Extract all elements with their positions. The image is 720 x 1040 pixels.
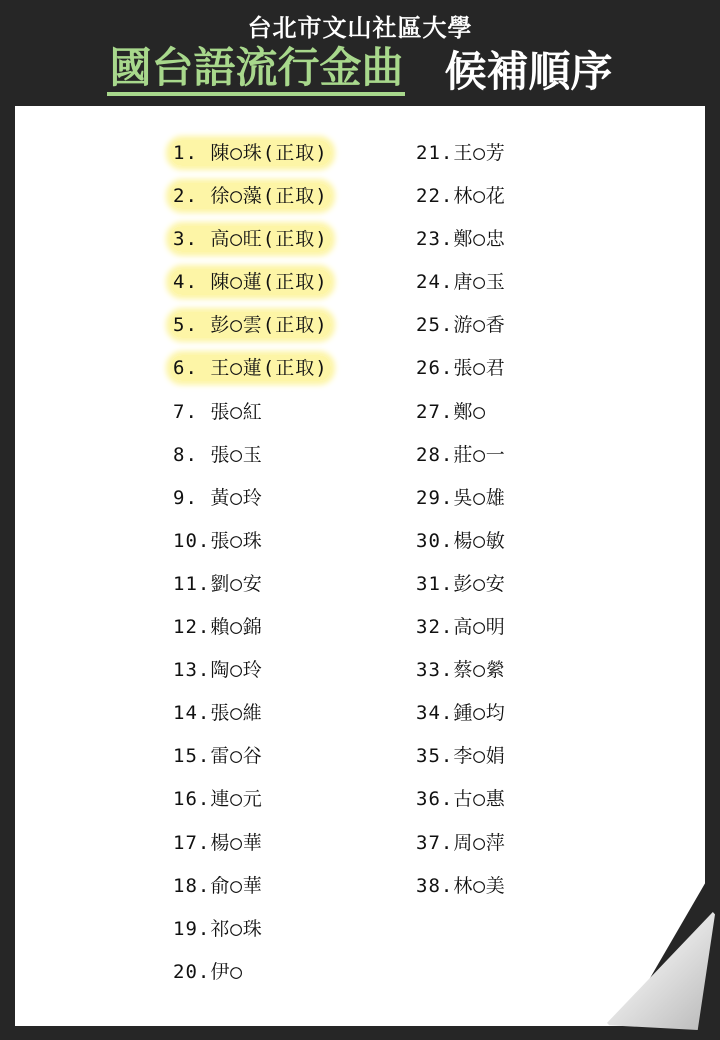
list-item <box>413 132 653 175</box>
list-item <box>413 175 653 218</box>
list-item <box>413 347 653 390</box>
list-item <box>413 692 653 735</box>
list-item-text: 7. 張◯紅 <box>173 400 263 423</box>
list-item <box>170 347 410 390</box>
course-title: 國台語流行金曲 <box>107 44 405 96</box>
page-subtitle: 候補順序 <box>444 47 613 96</box>
list-item-text: 38.林◯美 <box>416 874 506 897</box>
list-item-text: 4. 陳◯蓮(正取) <box>170 269 331 295</box>
list-item-text: 25.游◯香 <box>416 314 506 337</box>
list-item <box>170 778 410 821</box>
list-item-text: 30.楊◯敏 <box>416 529 506 552</box>
list-item-text: 24.唐◯玉 <box>416 271 506 294</box>
list-item <box>413 822 653 865</box>
list-item-text: 29.吳◯雄 <box>416 486 506 509</box>
list-item-text: 28.莊◯一 <box>416 443 506 466</box>
list-item-text: 6. 王◯蓮(正取) <box>170 355 331 381</box>
list-item <box>170 218 410 261</box>
list-item-text: 16.連◯元 <box>173 788 263 811</box>
list-item-text: 10.張◯珠 <box>173 529 263 552</box>
list-item-text: 26.張◯君 <box>416 357 506 380</box>
list-item-text: 14.張◯維 <box>173 702 263 725</box>
list-item-text: 23.鄭◯忠 <box>416 228 506 251</box>
list-item-text: 5. 彭◯雲(正取) <box>170 312 331 338</box>
list-item <box>413 391 653 434</box>
list-item-text: 11.劉◯安 <box>173 572 263 595</box>
list-item <box>170 822 410 865</box>
list-item-text: 32.高◯明 <box>416 616 506 639</box>
list-item <box>170 908 410 951</box>
list-item-text: 36.古◯惠 <box>416 788 506 811</box>
list-item-text: 12.賴◯錦 <box>173 616 263 639</box>
list-item-text: 18.俞◯華 <box>173 874 263 897</box>
list-item <box>170 304 410 347</box>
list-item-text: 34.鍾◯均 <box>416 702 506 725</box>
list-item <box>170 477 410 520</box>
list-item <box>170 735 410 778</box>
list-item <box>170 865 410 908</box>
list-item-text: 15.雷◯谷 <box>173 745 263 768</box>
list-item-text: 1. 陳◯珠(正取) <box>170 140 331 166</box>
list-item <box>413 778 653 821</box>
waitlist-column-left <box>170 132 410 994</box>
organization-name: 台北市文山社區大學 <box>247 14 473 42</box>
list-item-text: 27.鄭◯ <box>416 400 486 423</box>
list-item-text: 21.王◯芳 <box>416 142 506 164</box>
list-item <box>413 520 653 563</box>
list-item <box>413 735 653 778</box>
list-item <box>170 692 410 735</box>
list-item-text: 35.李◯娟 <box>416 745 506 768</box>
list-item-text: 3. 高◯旺(正取) <box>170 226 331 252</box>
list-item <box>413 218 653 261</box>
list-item-text: 13.陶◯玲 <box>173 659 263 682</box>
list-item <box>170 261 410 304</box>
list-item-text: 33.蔡◯縈 <box>416 659 506 682</box>
list-item <box>170 563 410 606</box>
list-item <box>170 434 410 477</box>
list-item <box>170 649 410 692</box>
list-item <box>413 563 653 606</box>
list-item <box>170 951 410 994</box>
list-item-text: 37.周◯萍 <box>416 831 506 854</box>
waitlist-column-right <box>413 132 653 908</box>
list-item <box>170 391 410 434</box>
list-item <box>413 865 653 908</box>
list-item-text: 17.楊◯華 <box>173 831 263 854</box>
list-item-text: 31.彭◯安 <box>416 572 506 595</box>
list-item-text: 2. 徐◯藻(正取) <box>170 183 331 209</box>
list-item <box>413 649 653 692</box>
list-item <box>413 477 653 520</box>
list-item-text: 19.祁◯珠 <box>173 917 263 940</box>
list-item <box>413 261 653 304</box>
list-item <box>413 304 653 347</box>
list-item <box>170 606 410 649</box>
list-item-text: 22.林◯花 <box>416 185 506 208</box>
list-item <box>413 434 653 477</box>
title-row <box>0 44 720 96</box>
list-item <box>170 520 410 563</box>
list-item-text: 8. 張◯玉 <box>173 443 263 466</box>
list-item <box>170 175 410 218</box>
list-item <box>413 606 653 649</box>
list-item-text: 9. 黃◯玲 <box>173 486 263 509</box>
list-item-text: 20.伊◯ <box>173 960 243 983</box>
list-item <box>170 132 410 175</box>
header <box>0 0 720 105</box>
